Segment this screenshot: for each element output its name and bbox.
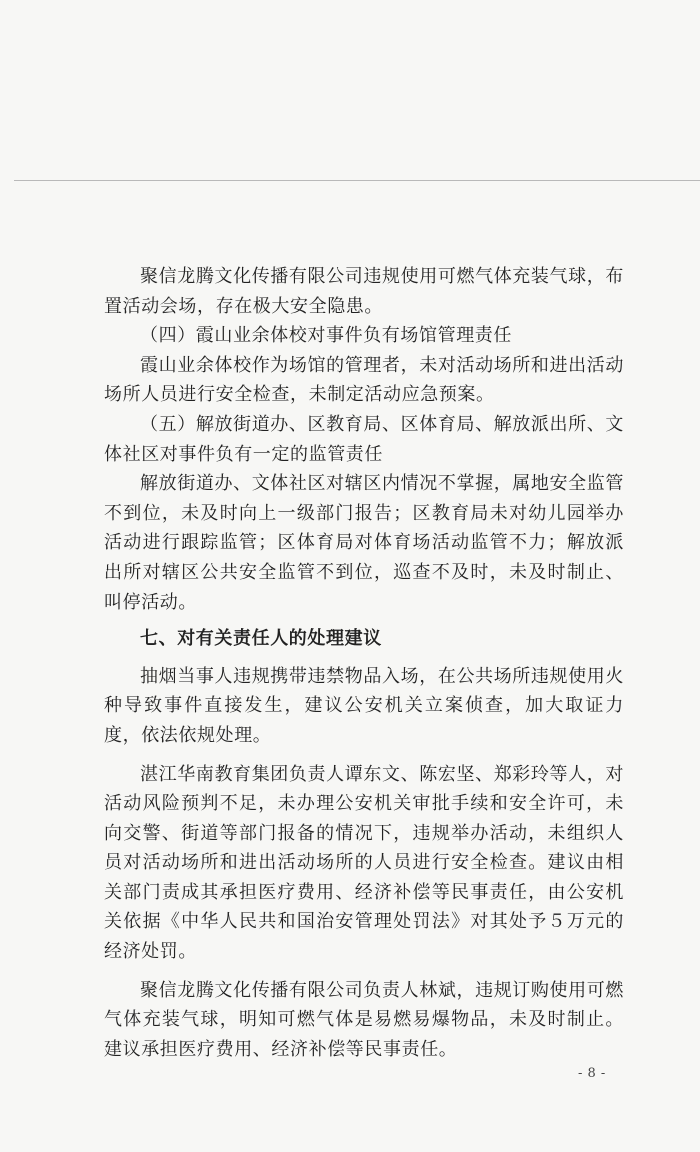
page-top-rule (14, 180, 700, 181)
page-number: - 8 - (578, 1066, 606, 1081)
paragraph-huanan-education: 湛江华南教育集团负责人谭东文、陈宏坚、郑彩玲等人，对活动风险预判不足，未办理公安机关审批手续和安全许可，未向交警、街道等部门报备的情况下，违规举办活动，未组织人员对活动场所和进出活动场所的人员进行安全检查。建议由相关部门责成其承担医疗费用、经济补偿等民事责任，由公安机关依据《中华人民共和国治安管理处罚法》对其处予５万元的经济处罚。 (104, 763, 624, 963)
paragraph-supervision: 解放街道办、文体社区对辖区内情况不掌握，属地安全监管不到位，未及时向上一级部门报告；区教育局未对幼儿园举办活动进行跟踪监管；区体育局对体育场活动监管不力；解放派出所对辖区公共安全监管不到位，巡查不及时，未及时制止、叫停活动。 (104, 473, 624, 613)
document-body (104, 262, 624, 1064)
section-heading-7: 七、对有关责任人的处理建议 (140, 628, 382, 650)
paragraph-smoker: 抽烟当事人违规携带违禁物品入场，在公共场所违规使用火种导致事件直接发生，建议公安机关立案侦查，加大取证力度，依法依规处理。 (104, 665, 624, 746)
paragraph-xiashan-school: 霞山业余体校作为场馆的管理者，未对活动场所和进出活动场所人员进行安全检查，未制定活动应急预案。 (104, 354, 624, 406)
paragraph-juxin-gas-balloons: 聚信龙腾文化传播有限公司违规使用可燃气体充装气球，布置活动会场，存在极大安全隐患。 (104, 266, 624, 317)
subheading-4-xiashan-school: （四）霞山业余体校对事件负有场馆管理责任 (140, 325, 512, 347)
subheading-5-supervision: （五）解放街道办、区教育局、区体育局、解放派出所、文体社区对事件负有一定的监管责任 (104, 413, 624, 465)
paragraph-juxin-responsible-person: 聚信龙腾文化传播有限公司负责人林斌，违规订购使用可燃气体充装气球，明知可燃气体是易燃易爆物品，未及时制止。建议承担医疗费用、经济补偿等民事责任。 (104, 979, 624, 1060)
